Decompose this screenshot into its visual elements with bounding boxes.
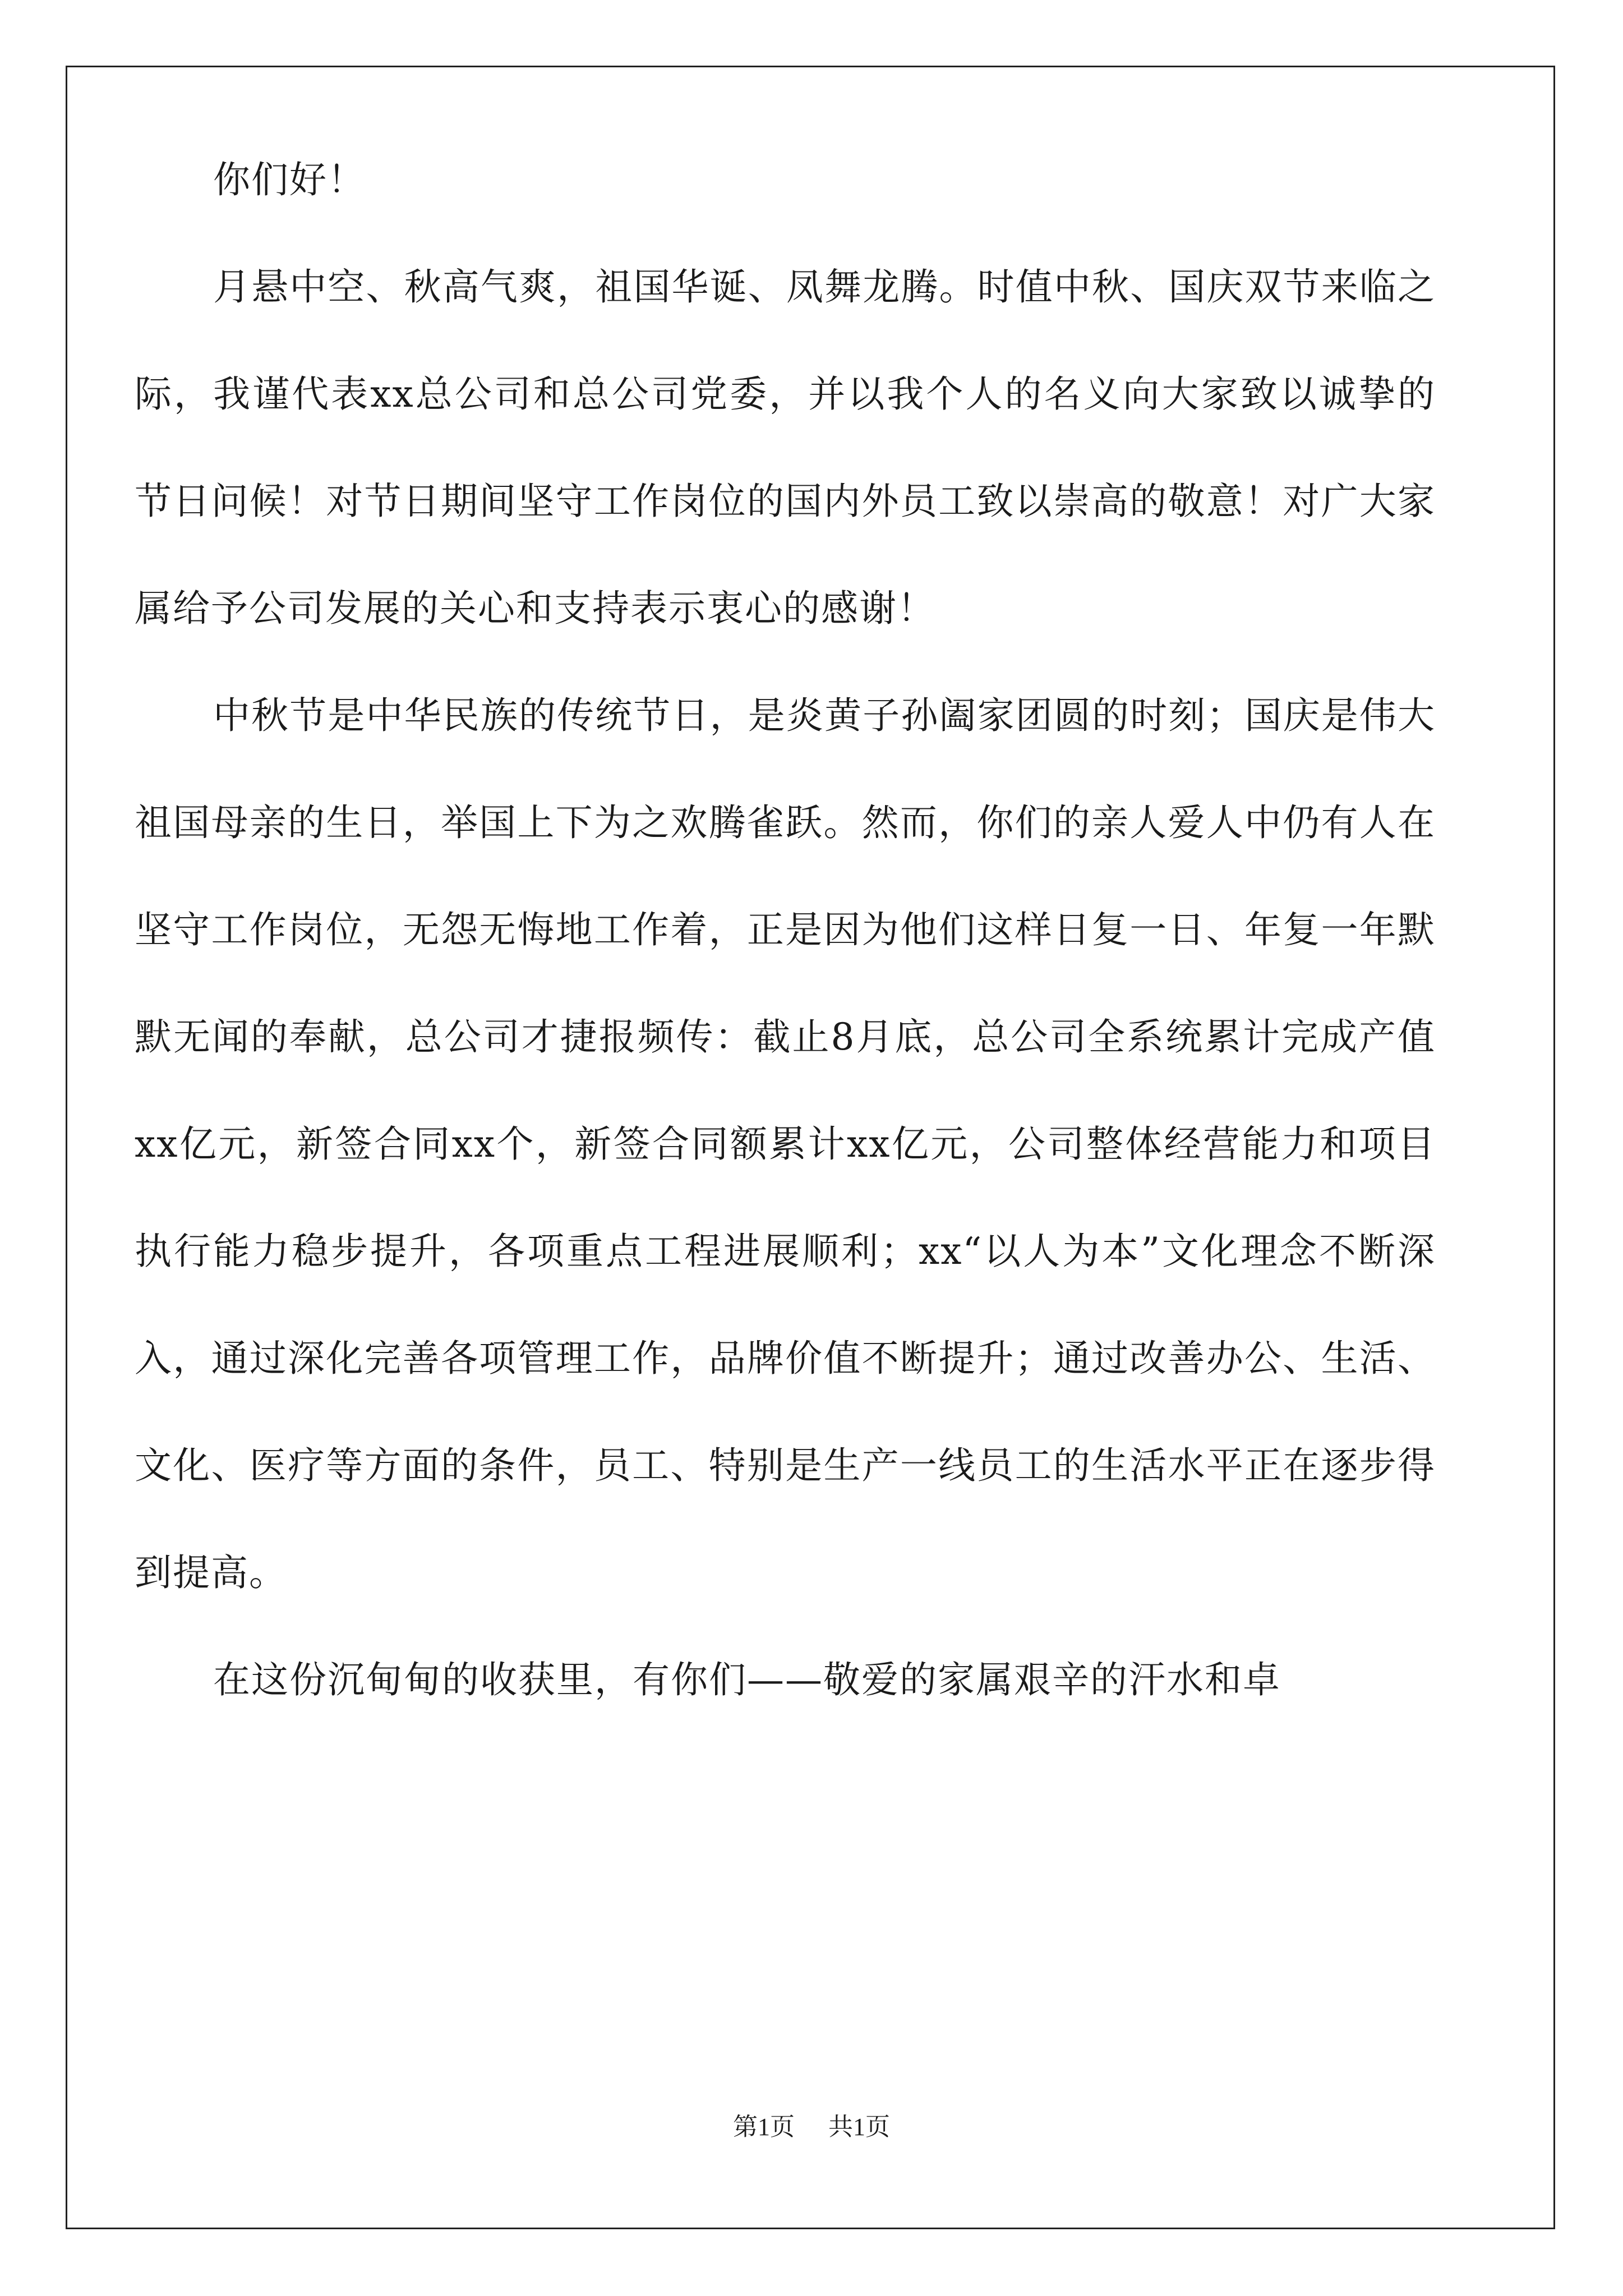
greeting: 你们好！ xyxy=(213,158,366,201)
paragraph: 在这份沉甸甸的收获里，有你们——敬爱的家属艰辛的汗水和卓 xyxy=(213,1658,1281,1701)
document-body xyxy=(135,126,1436,1733)
paragraph: 中秋节是中华民族的传统节日，是炎黄子孙阖家团圆的时刻；国庆是伟大祖国母亲的生日，举国上下为之欢腾雀跃。然而，你们的亲人爱人中仍有人在坚守工作岗位，无怨无悔地工作着，正是因为他们这样日复一日、年复一年默默无闻的奉献，总公司才捷报频传：截止8月底，总公司全系统累计完成产值xx亿元，新签合同xx个，新签合同额累计xx亿元，公司整体经营能力和项目执行能力稳步提升，各项重点工程进展顺利；xx“以人为本”文化理念不断深入，通过深化完善各项管理工作，品牌价值不断提升；通过改善办公、生活、文化、医疗等方面的条件，员工、特别是生产一线员工的生活水平正在逐步得到提高。 xyxy=(135,694,1436,1594)
page-total: 共1页 xyxy=(828,2113,890,2141)
page-number: 第1页 xyxy=(733,2113,795,2141)
paragraph: 月悬中空、秋高气爽，祖国华诞、凤舞龙腾。时值中秋、国庆双节来临之际，我谨代表xx总公司和总公司党委，并以我个人的名义向大家致以诚挚的节日问候！对节日期间坚守工作岗位的国内外员工致以崇高的敬意！对广大家属给予公司发展的关心和支持表示衷心的感谢！ xyxy=(135,265,1436,630)
page-footer xyxy=(0,2106,1623,2142)
